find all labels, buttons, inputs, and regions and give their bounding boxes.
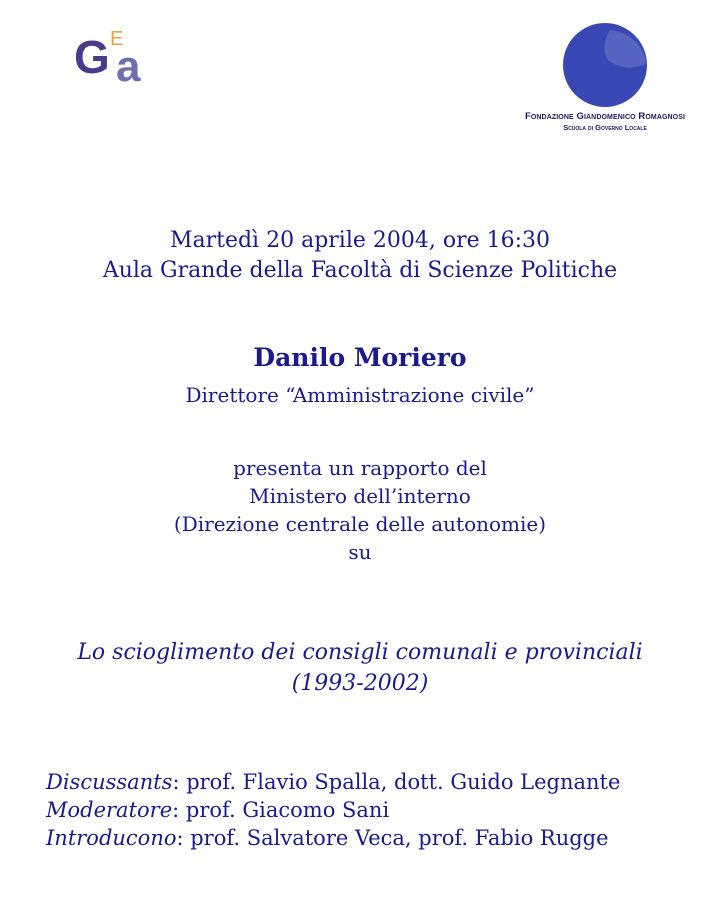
event-venue: Aula Grande della Facoltà di Scienze Politiche — [102, 258, 618, 283]
participant-role: Introducono — [46, 826, 177, 850]
participant-role: Discussants — [46, 770, 173, 794]
topic-years: (1993-2002) — [291, 671, 429, 696]
participants-discussants — [46, 770, 620, 794]
presentation-line-1: presenta un rapporto del — [233, 456, 487, 480]
gea-logo-e: E — [110, 28, 124, 50]
participants-moderatore — [46, 798, 389, 822]
gea-logo — [72, 26, 162, 96]
foundation-logo — [500, 20, 710, 140]
participant-names: : prof. Giacomo Sani — [172, 798, 390, 822]
foundation-name: Fondazione Giandomenico Romagnosi — [524, 111, 686, 122]
foundation-circle-icon — [562, 22, 648, 108]
gea-logo-a: a — [116, 42, 141, 91]
participants-introducono — [46, 826, 609, 850]
participant-names: : prof. Salvatore Veca, prof. Fabio Rugge — [176, 826, 609, 850]
participant-names: : prof. Flavio Spalla, dott. Guido Legnante — [172, 770, 621, 794]
presentation-line-3: (Direzione centrale delle autonomie) — [173, 512, 547, 536]
speaker-name: Danilo Moriero — [253, 343, 467, 372]
presentation-line-4: su — [348, 540, 372, 564]
foundation-subtitle: Scuola di Governo Locale — [563, 123, 647, 132]
presentation-line-2: Ministero dell’interno — [249, 484, 471, 508]
event-datetime: Martedì 20 aprile 2004, ore 16:30 — [169, 228, 551, 253]
topic-title: Lo scioglimento dei consigli comunali e provinciali — [77, 640, 643, 665]
speaker-role: Direttore “Amministrazione civile” — [185, 383, 535, 407]
gea-logo-g: G — [74, 31, 108, 83]
participant-role: Moderatore — [46, 798, 173, 822]
